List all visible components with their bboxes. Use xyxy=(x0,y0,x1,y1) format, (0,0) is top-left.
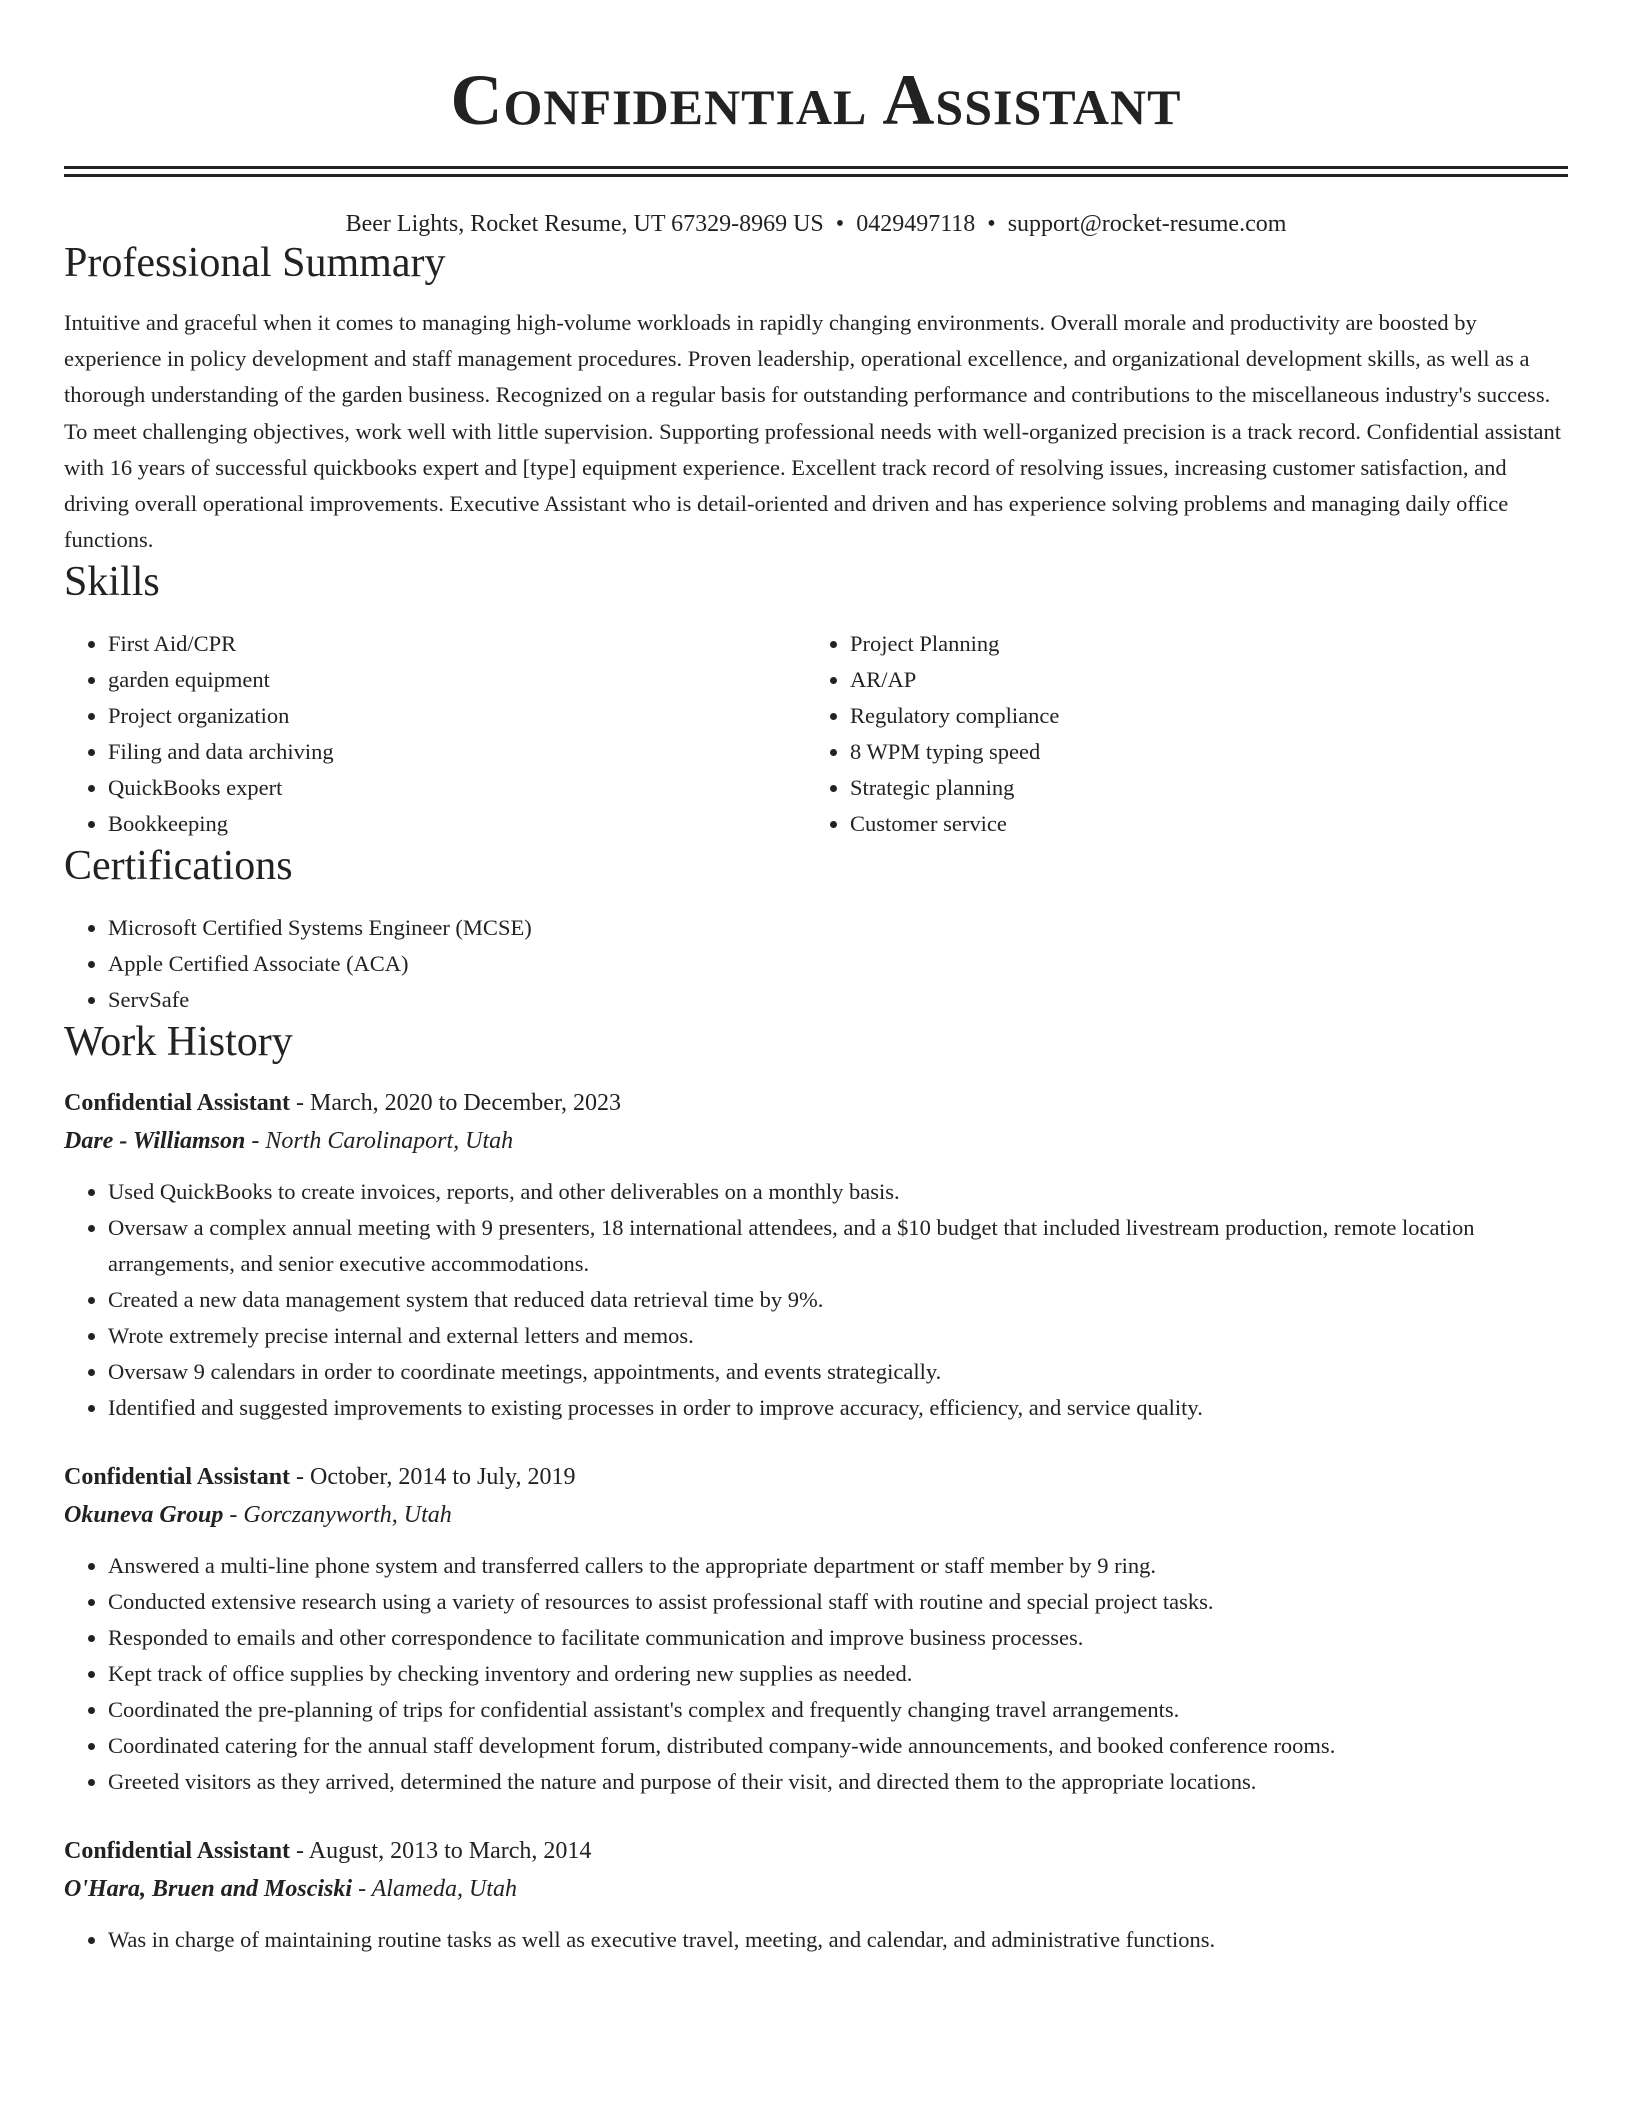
job-bullet: • Responded to emails and other correspondence to facilitate communication and improve business processes. xyxy=(108,1620,1568,1656)
job-location: North Carolinaport, Utah xyxy=(265,1128,514,1155)
summary-heading: Professional Summary xyxy=(64,240,446,286)
job-company-line xyxy=(64,1496,1568,1534)
certification-item: • Apple Certified Associate (ACA) xyxy=(108,946,1568,982)
job-bullet: • Oversaw a complex annual meeting with 9 presenters, 18 international attendees, and a $10 budget that included livestream production, remote location arrangements, and senior executive accommodations. xyxy=(108,1210,1568,1282)
contact-address: Beer Lights, Rocket Resume, UT 67329-8969 US xyxy=(345,211,824,237)
job-bullet: • Kept track of office supplies by checking inventory and ordering new supplies as needed. xyxy=(108,1656,1568,1692)
skills-column-right xyxy=(806,626,1548,842)
skill-item: • QuickBooks expert xyxy=(108,770,806,806)
job-title-line xyxy=(64,1458,1568,1496)
skills-list-left xyxy=(64,626,806,842)
job-dash: - xyxy=(358,1876,367,1903)
job-location: Gorczanyworth, Utah xyxy=(243,1502,452,1529)
skill-item: • First Aid/CPR xyxy=(108,626,806,662)
job-bullet: • Coordinated catering for the annual staff development forum, distributed company-wide announcements, and booked conference rooms. xyxy=(108,1728,1568,1764)
certification-item: • Microsoft Certified Systems Engineer (MCSE) xyxy=(108,910,1568,946)
skills-heading: Skills xyxy=(64,559,160,606)
job-bullet: • Greeted visitors as they arrived, determined the nature and purpose of their visit, and directed them to the appropriate locations. xyxy=(108,1764,1568,1800)
resume-name: Confidential Assistant xyxy=(450,60,1182,140)
job-dates: October, 2014 to July, 2019 xyxy=(310,1464,576,1491)
skill-item: • Bookkeeping xyxy=(108,806,806,842)
job-bullet: • Conducted extensive research using a variety of resources to assist professional staff with routine and special project tasks. xyxy=(108,1584,1568,1620)
job-dash: - xyxy=(229,1502,238,1529)
job-bullet: • Was in charge of maintaining routine tasks as well as executive travel, meeting, and calendar, and administrative functions. xyxy=(108,1922,1568,1958)
skill-item: • Strategic planning xyxy=(850,770,1548,806)
job-dash: - xyxy=(251,1128,260,1155)
header-divider xyxy=(64,166,1568,177)
contact-separator: • xyxy=(987,211,996,237)
job-bullets xyxy=(64,1174,1568,1426)
skill-item: • Regulatory compliance xyxy=(850,698,1548,734)
job-bullet: • Created a new data management system that reduced data retrieval time by 9%. xyxy=(108,1282,1568,1318)
certifications-heading: Certifications xyxy=(64,843,293,890)
contact-phone: 0429497118 xyxy=(856,211,976,237)
contact-separator: • xyxy=(835,211,845,237)
job-bullet: • Oversaw 9 calendars in order to coordinate meetings, appointments, and events strategically. xyxy=(108,1354,1568,1390)
job-bullets xyxy=(64,1548,1568,1800)
job-location: Alameda, Utah xyxy=(371,1876,517,1903)
job-company-line xyxy=(64,1870,1568,1908)
skill-item: • Customer service xyxy=(850,806,1548,842)
job-company: Okuneva Group xyxy=(64,1502,224,1529)
skills-column-left xyxy=(64,626,806,842)
skill-item: • Filing and data archiving xyxy=(108,734,806,770)
job-bullet: • Used QuickBooks to create invoices, reports, and other deliverables on a monthly basis. xyxy=(108,1174,1568,1210)
job-dash: - xyxy=(296,1090,305,1117)
summary-text: Intuitive and graceful when it comes to managing high-volume workloads in rapidly changing environments. Overall morale and productivity are boosted by experience in policy development and staff management procedures. Proven leadership, operational excellence, and organizational development skills, as well as a thorough understanding of the garden business. Recognized on a regular basis for outstanding performance and contributions to the miscellaneous industry's success. To meet challenging objectives, work well with little supervision. Supporting professional needs with well-organized precision is a track record. Confidential assistant with 16 years of successful quickbooks expert and [type] equipment experience. Excellent track record of resolving issues, increasing customer satisfaction, and driving overall operational improvements. Executive Assistant who is detail-oriented and driven and has experience solving problems and managing daily office functions. xyxy=(64,310,1562,553)
job-dates: August, 2013 to March, 2014 xyxy=(308,1838,592,1865)
job-entry xyxy=(64,1832,1568,1958)
job-title-line xyxy=(64,1084,1568,1122)
job-bullet: • Identified and suggested improvements to existing processes in order to improve accuracy, efficiency, and service quality. xyxy=(108,1390,1568,1426)
job-title-line xyxy=(64,1832,1568,1870)
job-dash: - xyxy=(296,1838,305,1865)
skill-item: • 8 WPM typing speed xyxy=(850,734,1548,770)
work-history-heading: Work History xyxy=(64,1019,293,1066)
skill-item: • Project Planning xyxy=(850,626,1548,662)
contact-email: support@rocket-resume.com xyxy=(1007,211,1287,237)
certifications-list xyxy=(64,910,1568,1018)
job-bullet: • Coordinated the pre-planning of trips for confidential assistant's complex and frequently changing travel arrangements. xyxy=(108,1692,1568,1728)
job-bullet: • Answered a multi-line phone system and transferred callers to the appropriate department or staff member by 9 ring. xyxy=(108,1548,1568,1584)
job-bullet: • Wrote extremely precise internal and external letters and memos. xyxy=(108,1318,1568,1354)
certification-item: • ServSafe xyxy=(108,982,1568,1018)
job-title: Confidential Assistant xyxy=(64,1090,291,1117)
skill-item: • garden equipment xyxy=(108,662,806,698)
job-company: Dare - Williamson xyxy=(64,1128,246,1155)
skill-item: • AR/AP xyxy=(850,662,1548,698)
job-company-line xyxy=(64,1122,1568,1160)
skills-grid xyxy=(64,626,1568,842)
job-dash: - xyxy=(296,1464,305,1491)
job-title: Confidential Assistant xyxy=(64,1838,291,1865)
skill-item: • Project organization xyxy=(108,698,806,734)
job-title: Confidential Assistant xyxy=(64,1464,291,1491)
job-company: O'Hara, Bruen and Mosciski xyxy=(64,1876,353,1903)
contact-line xyxy=(64,209,1568,239)
job-bullets xyxy=(64,1922,1568,1958)
job-entry xyxy=(64,1084,1568,1426)
job-dates: March, 2020 to December, 2023 xyxy=(310,1090,621,1117)
job-entry xyxy=(64,1458,1568,1800)
skills-list-right xyxy=(806,626,1548,842)
